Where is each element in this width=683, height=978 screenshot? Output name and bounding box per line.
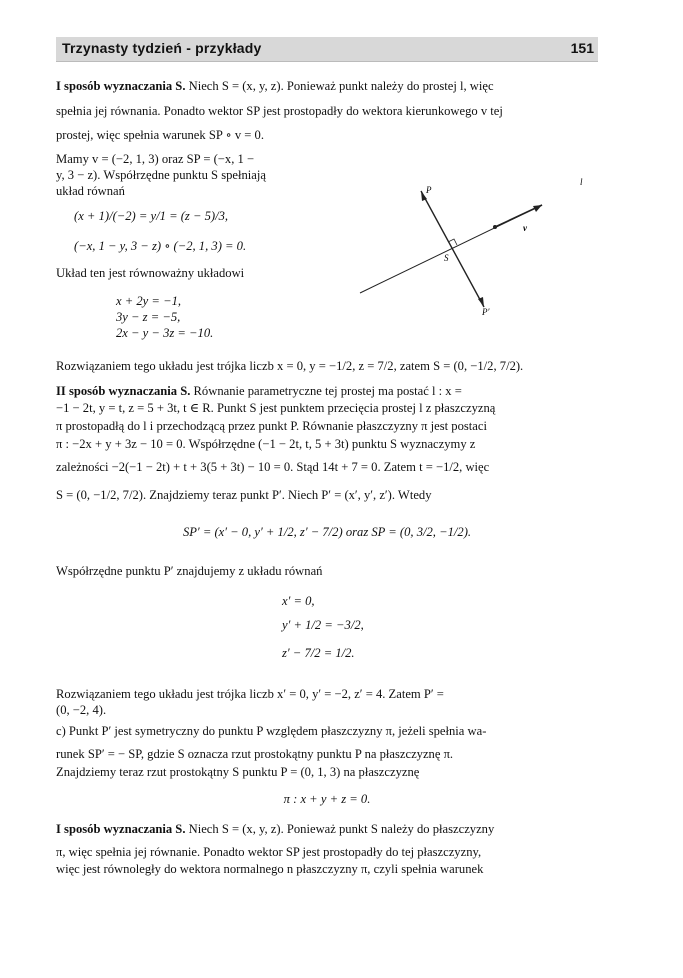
text-line: y, 3 − z). Współrzędne punktu S spełniają [56,168,266,182]
equation-system-2-eq1: x + 2y = −1, [116,294,182,308]
equation-system-3-eq3: z′ − 7/2 = 1/2. [282,646,355,660]
equation-system-2-eq2: 3y − z = −5, [116,310,181,324]
text-line: S = (0, −1/2, 7/2). Znajdziemy teraz punkt P′. Niech P′ = (x′, y′, z′). Wtedy [56,488,432,502]
geometry-figure [350,175,600,325]
point-on-line [493,225,497,229]
segment-P-Pprime [421,191,484,307]
label-P: P [426,185,432,195]
text-line: więc jest równoległy do wektora normalnego n płaszczyzny π, czyli spełnia warunek [56,862,484,876]
label-v: v [523,223,527,233]
text-line: Rozwiązaniem tego układu jest trójka liczb x = 0, y = −1/2, z = 7/2, zatem S = (0, −1/2, 7/2). [56,359,524,373]
text-line: (0, −2, 4). [56,703,107,717]
text-line: prostej, więc spełnia warunek SP ∘ v = 0. [56,128,264,142]
plane-equation: π : x + y + z = 0. [283,792,371,806]
page-header [56,37,598,62]
label-S: S [444,253,449,263]
equation-system-3-eq2: y′ + 1/2 = −3/2, [282,618,364,632]
text-line: I sposób wyznaczania S. Niech S = (x, y, z). Ponieważ punkt należy do prostej l, więc [56,79,494,93]
text-line: układ równań [56,184,125,198]
equation-system-1-eq1: (x + 1)/(−2) = y/1 = (z − 5)/3, [74,209,229,223]
running-title: Trzynasty tydzień - przykłady [62,40,262,56]
text-line: π : −2x + y + 3z − 10 = 0. Współrzędne (−1 − 2t, t, 5 + 3t) punktu S wyznaczymy z [56,437,476,451]
text-line: zależności −2(−1 − 2t) + t + 3(5 + 3t) − 10 = 0. Stąd 14t + 7 = 0. Zatem t = −1/2, więc [56,460,490,474]
text-line: Układ ten jest równoważny układowi [56,266,245,280]
equation-system-3-eq1: x′ = 0, [282,594,315,608]
page-number: 151 [570,40,594,56]
text-line: Znajdziemy teraz rzut prostokątny S punktu P = (0, 1, 3) na płaszczyznę [56,765,420,779]
text-line: π, więc spełnia jej równanie. Ponadto wektor SP jest prostopadły do tej płaszczyzny, [56,845,482,859]
label-Pprime: P′ [482,307,490,317]
equation-system-1-eq2: (−x, 1 − y, 3 − z) ∘ (−2, 1, 3) = 0. [74,239,247,253]
text-line: −1 − 2t, y = t, z = 5 + 3t, t ∈ R. Punkt S jest punktem przecięcia prostej l z płaszczyzną [56,401,496,415]
text-line: spełnia jej równania. Ponadto wektor SP jest prostopadły do wektora kierunkowego v tej [56,104,503,118]
label-l: l [580,177,583,187]
text-line: runek SP′ = − SP, gdzie S oznacza rzut prostokątny punktu P na płaszczyznę π. [56,747,454,761]
equation-system-2-eq3: 2x − y − 3z = −10. [116,326,214,340]
text-line: Mamy v = (−2, 1, 3) oraz SP = (−x, 1 − [56,152,255,166]
vector-equation: SP′ = (x′ − 0, y′ + 1/2, z′ − 7/2) oraz SP = (0, 3/2, −1/2). [182,525,472,539]
text-line: π prostopadłą do l i przechodzącą przez punkt P. Równanie płaszczyzny π jest postaci [56,419,487,433]
text-line: I sposób wyznaczania S. Niech S = (x, y, z). Ponieważ punkt S należy do płaszczyzny [56,822,495,836]
text-line: Rozwiązaniem tego układu jest trójka liczb x′ = 0, y′ = −2, z′ = 4. Zatem P′ = [56,687,444,701]
arrowhead-v [533,205,542,212]
text-line: II sposób wyznaczania S. Równanie parametryczne tej prostej ma postać l : x = [56,384,462,398]
text-line: Współrzędne punktu P′ znajdujemy z układu równań [56,564,323,578]
text-line: c) Punkt P′ jest symetryczny do punktu P względem płaszczyzny π, jeżeli spełnia wa- [56,724,487,738]
